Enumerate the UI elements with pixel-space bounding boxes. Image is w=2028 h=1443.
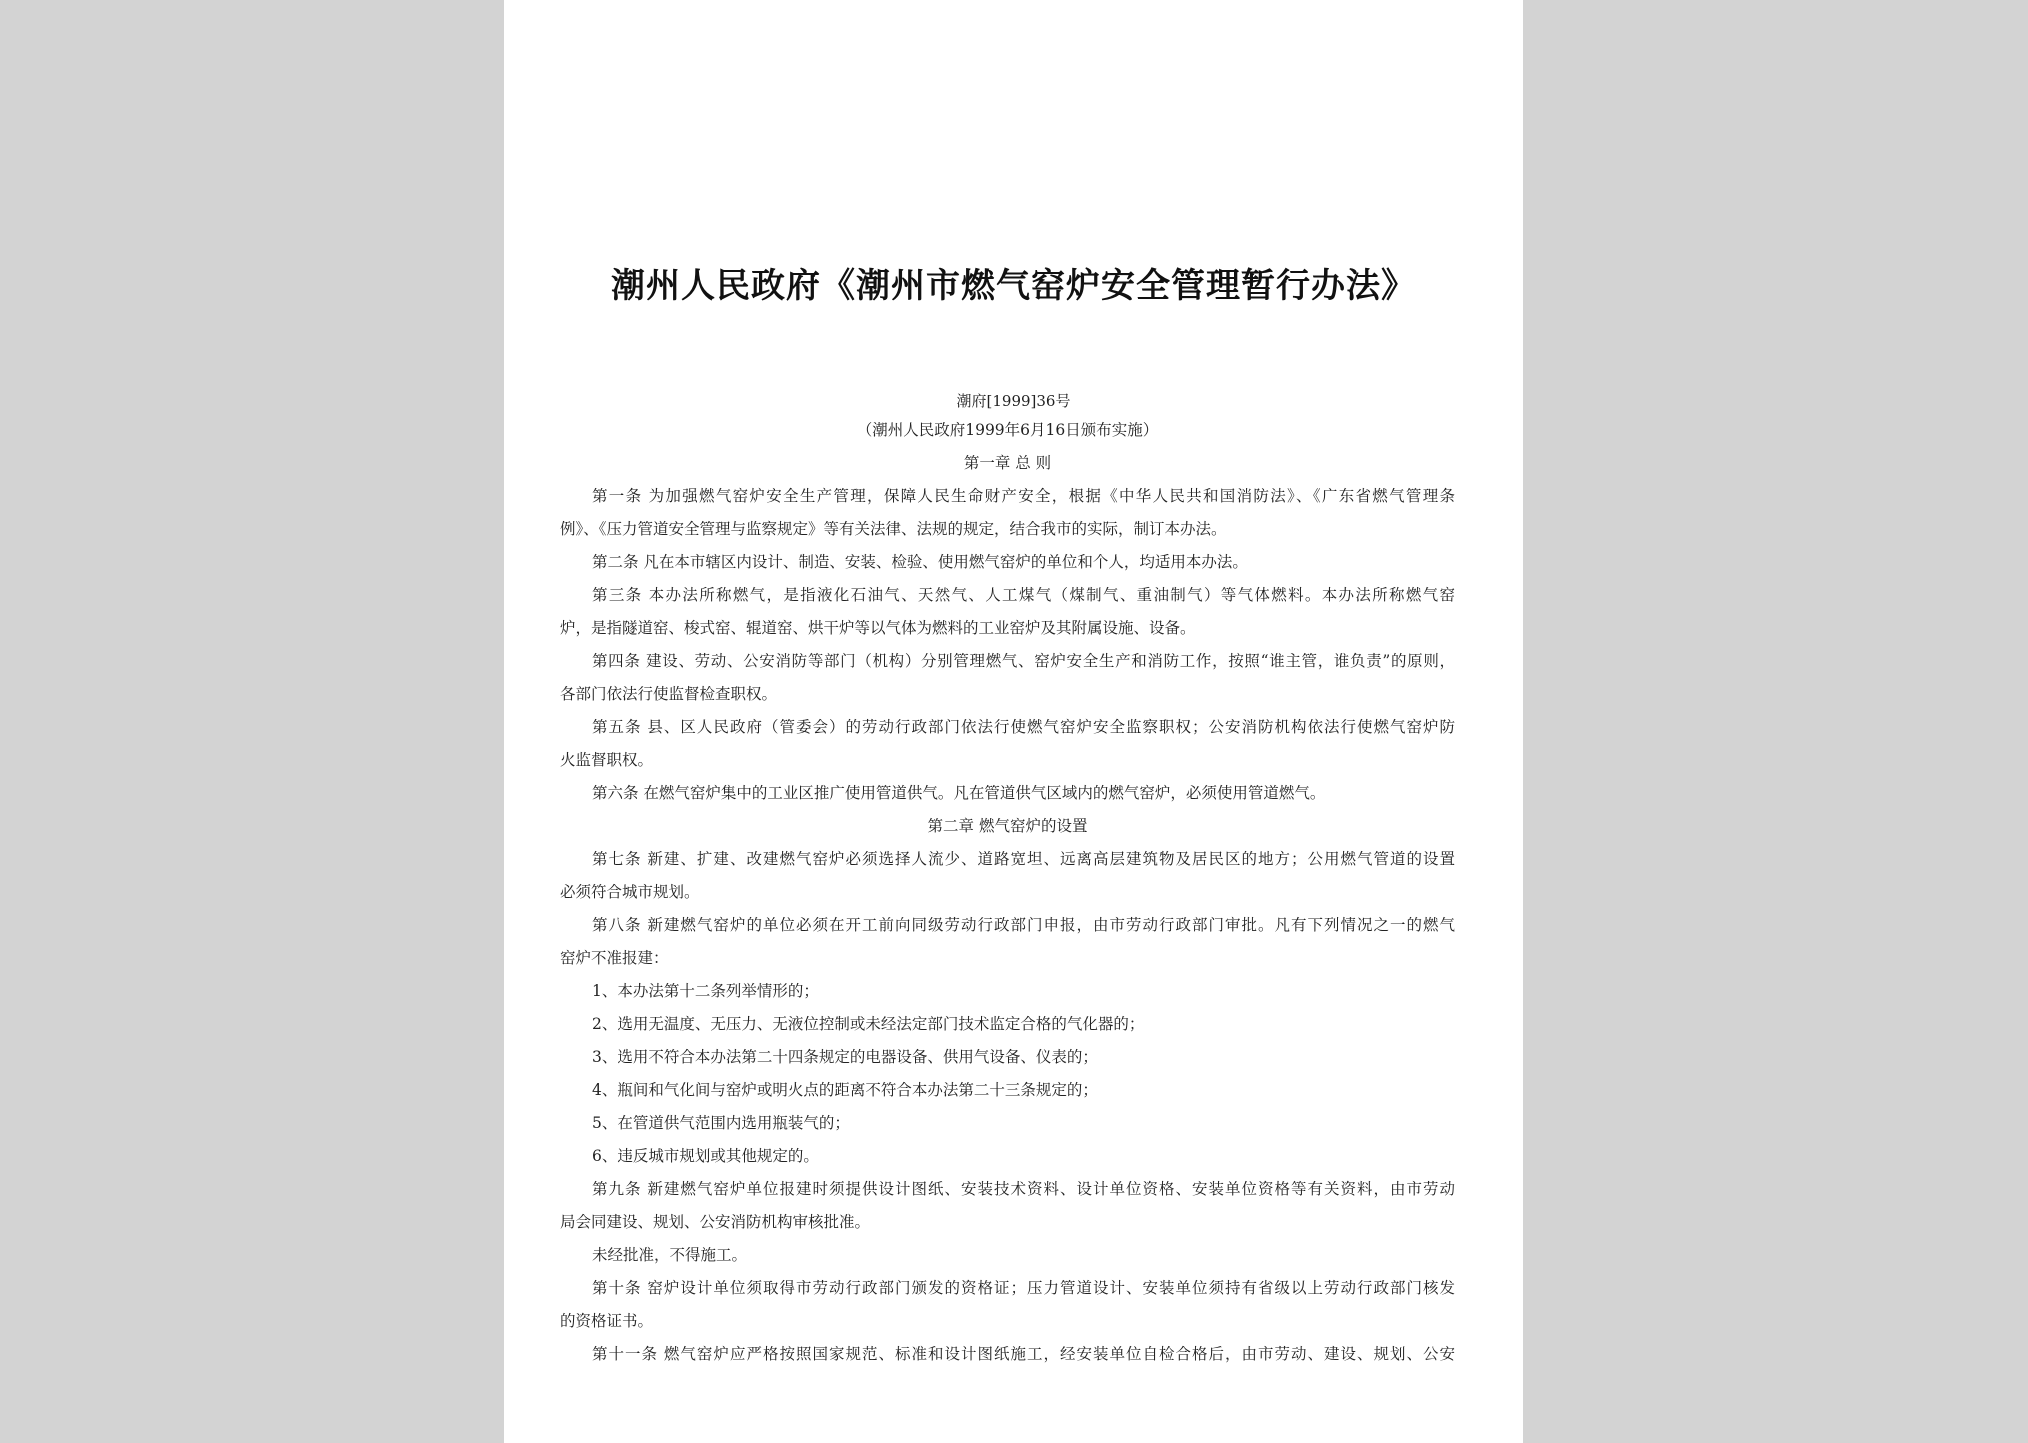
paragraph-line: 未经批准，不得施工。 — [592, 1246, 748, 1264]
section-heading: （潮州人民政府1999年6月16日颁布实施） — [856, 421, 1159, 439]
paragraph-line: 火监督职权。 — [560, 751, 654, 769]
paragraph-line: 5、在管道供气范围内选用瓶装气的； — [592, 1114, 850, 1132]
paragraph-line: 6、违反城市规划或其他规定的。 — [592, 1147, 819, 1165]
paragraph-line: 必须符合城市规划。 — [560, 883, 700, 901]
paragraph-line: 第十一条 燃气窑炉应严格按照国家规范、标准和设计图纸施工，经安装单位自检合格后，由市劳动、建设、规划、公安 — [592, 1345, 1455, 1363]
paragraph-line: 第四条 建设、劳动、公安消防等部门（机构）分别管理燃气、窑炉安全生产和消防工作，按照“谁主管，谁负责”的原则， — [592, 652, 1455, 670]
paragraph-line: 第九条 新建燃气窑炉单位报建时须提供设计图纸、安装技术资料、设计单位资格、安装单位资格等有关资料，由市劳动 — [592, 1180, 1455, 1198]
section-heading: 第一章 总 则 — [963, 454, 1052, 472]
document-page — [504, 0, 1523, 1443]
paragraph-line: 炉，是指隧道窑、梭式窑、辊道窑、烘干炉等以气体为燃料的工业窑炉及其附属设施、设备。 — [560, 619, 1196, 637]
paragraph-line: 4、瓶间和气化间与窑炉或明火点的距离不符合本办法第二十三条规定的； — [592, 1081, 1098, 1099]
paragraph-line: 第十条 窑炉设计单位须取得市劳动行政部门颁发的资格证；压力管道设计、安装单位须持有省级以上劳动行政部门核发 — [592, 1279, 1455, 1297]
paragraph-line: 局会同建设、规划、公安消防机构审核批准。 — [560, 1213, 871, 1231]
document-body — [560, 414, 1455, 1371]
paragraph-line: 第六条 在燃气窑炉集中的工业区推广使用管道供气。凡在管道供气区域内的燃气窑炉，必须使用管道燃气。 — [592, 784, 1326, 802]
paragraph-line: 的资格证书。 — [560, 1312, 654, 1330]
paragraph-line: 3、选用不符合本办法第二十四条规定的电器设备、供用气设备、仪表的； — [592, 1048, 1098, 1066]
document-number: 潮府[1999]36号 — [956, 392, 1071, 410]
section-heading: 第二章 燃气窑炉的设置 — [927, 817, 1088, 835]
paragraph-line: 各部门依法行使监督检查职权。 — [560, 685, 778, 703]
document-title: 潮州人民政府《潮州市燃气窑炉安全管理暂行办法》 — [611, 266, 1416, 306]
paragraph-line: 窑炉不准报建： — [560, 949, 669, 967]
paragraph-line: 第三条 本办法所称燃气，是指液化石油气、天然气、人工煤气（煤制气、重油制气）等气体燃料。本办法所称燃气窑 — [592, 586, 1455, 604]
paragraph-line: 2、选用无温度、无压力、无液位控制或未经法定部门技术监定合格的气化器的； — [592, 1015, 1145, 1033]
paragraph-line: 第八条 新建燃气窑炉的单位必须在开工前向同级劳动行政部门申报，由市劳动行政部门审批。凡有下列情况之一的燃气 — [592, 916, 1455, 934]
paragraph-line: 第二条 凡在本市辖区内设计、制造、安装、检验、使用燃气窑炉的单位和个人，均适用本办法。 — [592, 553, 1248, 571]
paragraph-line: 第五条 县、区人民政府（管委会）的劳动行政部门依法行使燃气窑炉安全监察职权；公安消防机构依法行使燃气窑炉防 — [592, 718, 1455, 736]
paragraph-line: 1、本办法第十二条列举情形的； — [592, 982, 819, 1000]
paragraph-line: 第一条 为加强燃气窑炉安全生产管理，保障人民生命财产安全，根据《中华人民共和国消防法》、《广东省燃气管理条 — [592, 487, 1455, 505]
paragraph-line: 例》、《压力管道安全管理与监察规定》等有关法律、法规的规定，结合我市的实际，制订本办法。 — [560, 520, 1227, 538]
paragraph-line: 第七条 新建、扩建、改建燃气窑炉必须选择人流少、道路宽坦、远离高层建筑物及居民区的地方；公用燃气管道的设置 — [592, 850, 1455, 868]
